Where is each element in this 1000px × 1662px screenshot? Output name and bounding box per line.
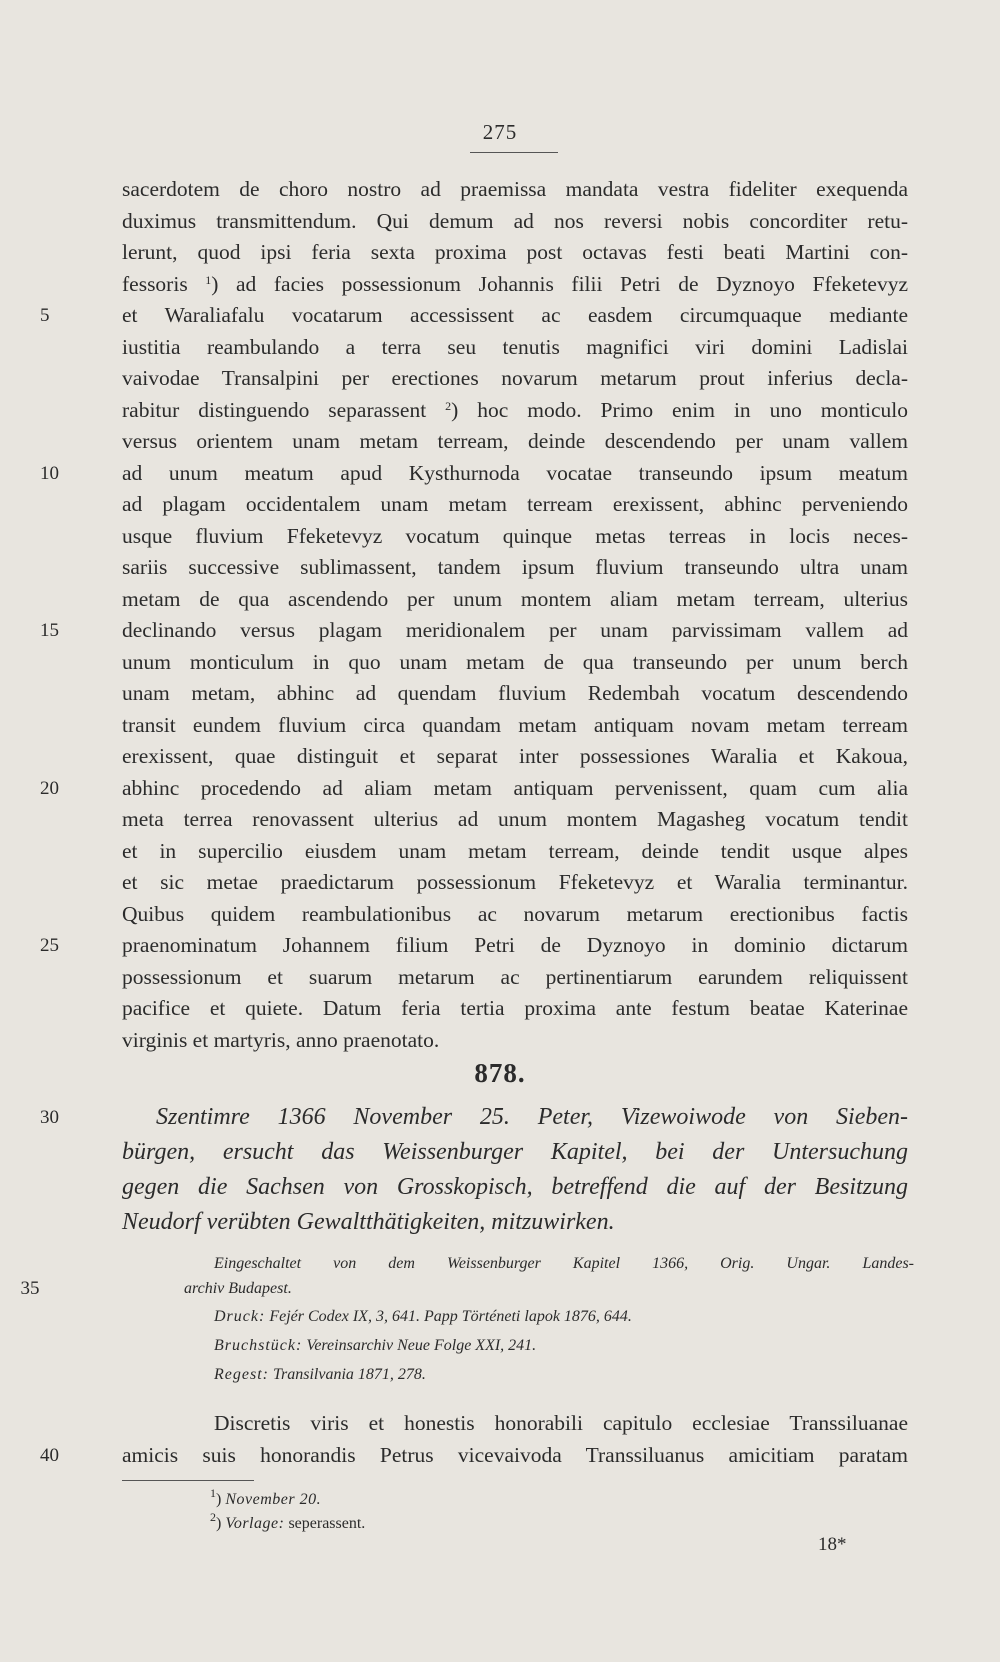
footnote: $^2$) Vorlage: seperassent. bbox=[210, 1510, 366, 1532]
document-number: 878. bbox=[474, 1058, 526, 1088]
text-line: erexissent, quae distinguit et separat inter possessiones Waralia et Kakoua, bbox=[122, 744, 908, 768]
text-line: virginis et martyris, anno praenotato. bbox=[122, 1027, 440, 1052]
text-line: unam metam, abhinc ad quendam fluvium Redembah vocatum descendendo bbox=[122, 681, 908, 705]
text-line: 15 declinando versus plagam meridionalem per unam parvissimam vallem ad bbox=[122, 615, 908, 647]
text-line: ad plagam occidentalem unam metam terream erexissent, abhinc perveniendo bbox=[122, 492, 908, 516]
text-line: Discretis viris et honestis honorabili capitulo ecclesiae Transsiluanae bbox=[214, 1411, 908, 1435]
text-line: usque fluvium Ffeketevyz vocatum quinque metas terreas in locis neces- bbox=[122, 523, 908, 548]
text-line: rabitur distinguendo separassent $^2$) hoc modo. Primo enim in uno monticulo bbox=[122, 397, 908, 422]
text-line: 5 et Waraliafalu vocatarum accessissent ac easdem circumquaque mediante bbox=[122, 300, 908, 332]
text-line: possessionum et suarum metarum ac pertinentiarum earundem reliquissent bbox=[122, 964, 908, 989]
text-line: 40 amicis suis honorandis Petrus vicevaivoda Transsiluanus amicitiam paratam bbox=[122, 1440, 908, 1472]
text-line: pacifice et quiete. Datum feria tertia proxima ante festum beatae Katerinae bbox=[122, 996, 908, 1020]
text-line: transit eundem fluvium circa quandam metam antiquam novam metam terream bbox=[122, 712, 908, 737]
text-line: 25 praenominatum Johannem filium Petri de Dyznoyo in dominio dictarum bbox=[122, 930, 908, 962]
footnote-marker: 2 bbox=[445, 398, 452, 413]
text-line: metam de qua ascendendo per unum montem aliam metam terream, ulterius bbox=[122, 586, 908, 611]
line-number: 30 bbox=[40, 1107, 59, 1128]
text-line: lerunt, quod ipsi feria sexta proxima post octavas festi beati Martini con- bbox=[122, 240, 908, 264]
text-line: 10 ad unum meatum apud Kysthurnoda vocatae transeundo ipsum meatum bbox=[122, 458, 908, 490]
text-line: bürgen, ersucht das Weissenburger Kapitel, bei der Untersuchung bbox=[122, 1139, 908, 1165]
footnote: $^1$) November 20. bbox=[210, 1486, 322, 1508]
page-number-rule bbox=[470, 152, 558, 153]
line-number: 25 bbox=[40, 935, 59, 956]
source-regest: Regest: Transilvania 1871, 278. bbox=[214, 1366, 426, 1383]
footnote-marker: 1 bbox=[205, 272, 212, 287]
page-number: 275 bbox=[482, 120, 518, 144]
source-druck: Druck: Fejér Codex IX, 3, 641. Papp Történeti lapok 1876, 644. bbox=[214, 1308, 632, 1325]
document-header bbox=[40, 1100, 908, 1240]
text-line: Quibus quidem reambulationibus ac novarum metarum erectionibus factis bbox=[122, 901, 908, 926]
text-line: duximus transmittendum. Qui demum ad nos reversi nobis concorditer retu- bbox=[122, 208, 908, 233]
footnotes bbox=[210, 1488, 365, 1536]
line-number: 40 bbox=[40, 1444, 59, 1466]
footnote-rule bbox=[122, 1480, 254, 1481]
text-line: meta terrea renovassent ulterius ad unum montem Magasheg vocatum tendit bbox=[122, 807, 908, 831]
line-number: 15 bbox=[40, 620, 59, 641]
text-line: sariis successive sublimassent, tandem ipsum fluvium transeundo ultra unam bbox=[122, 555, 908, 579]
line-number: 35 bbox=[20, 1278, 40, 1299]
text-line: versus orientem unam metam terream, deinde descendendo per unam vallem bbox=[122, 429, 908, 453]
text-line: iustitia reambulando a terra seu tenutis magnifici viri domini Ladislai bbox=[122, 334, 908, 359]
text-line: et in supercilio eiusdem unam metam terream, deinde tendit usque alpes bbox=[122, 838, 908, 863]
line-number: 5 bbox=[40, 305, 50, 326]
source-line: 35 archiv Budapest. bbox=[184, 1276, 914, 1302]
source-bruchstueck: Bruchstück: Vereinsarchiv Neue Folge XXI, 241. bbox=[214, 1337, 537, 1354]
text-line: et sic metae praedictarum possessionum Ffeketevyz et Waralia terminantur. bbox=[122, 870, 908, 894]
source-line: Eingeschaltet von dem Weissenburger Kapitel 1366, Orig. Ungar. Landes- bbox=[214, 1255, 914, 1272]
text-line: gegen die Sachsen von Grosskopisch, betreffend die auf der Besitzung bbox=[122, 1174, 908, 1200]
line-number: 10 bbox=[40, 462, 59, 484]
text-line: 20 abhinc procedendo ad aliam metam antiquam pervenissent, quam cum alia bbox=[122, 773, 908, 805]
text-line: 30 Szentimre 1366 November 25. Peter, Vizewoiwode von Sieben- bbox=[122, 1100, 908, 1135]
text-line: Neudorf verübten Gewaltthätigkeiten, mitzuwirken. bbox=[122, 1209, 615, 1235]
line-number: 20 bbox=[40, 777, 59, 799]
text-line: vaivodae Transalpini per erectiones novarum metarum prout inferius decla- bbox=[122, 366, 908, 390]
text-line: unum monticulum in quo unam metam de qua transeundo per unum berch bbox=[122, 649, 908, 674]
text-line: sacerdotem de choro nostro ad praemissa mandata vestra fideliter exequenda bbox=[122, 177, 908, 201]
text-line: fessoris $^1$) ad facies possessionum Johannis filii Petri de Dyznoyo Ffeketevyz bbox=[122, 271, 908, 296]
body-text bbox=[40, 174, 908, 1056]
source-notes bbox=[20, 1252, 914, 1389]
letter-text bbox=[40, 1408, 908, 1471]
printer-signature: 18* bbox=[818, 1534, 847, 1555]
